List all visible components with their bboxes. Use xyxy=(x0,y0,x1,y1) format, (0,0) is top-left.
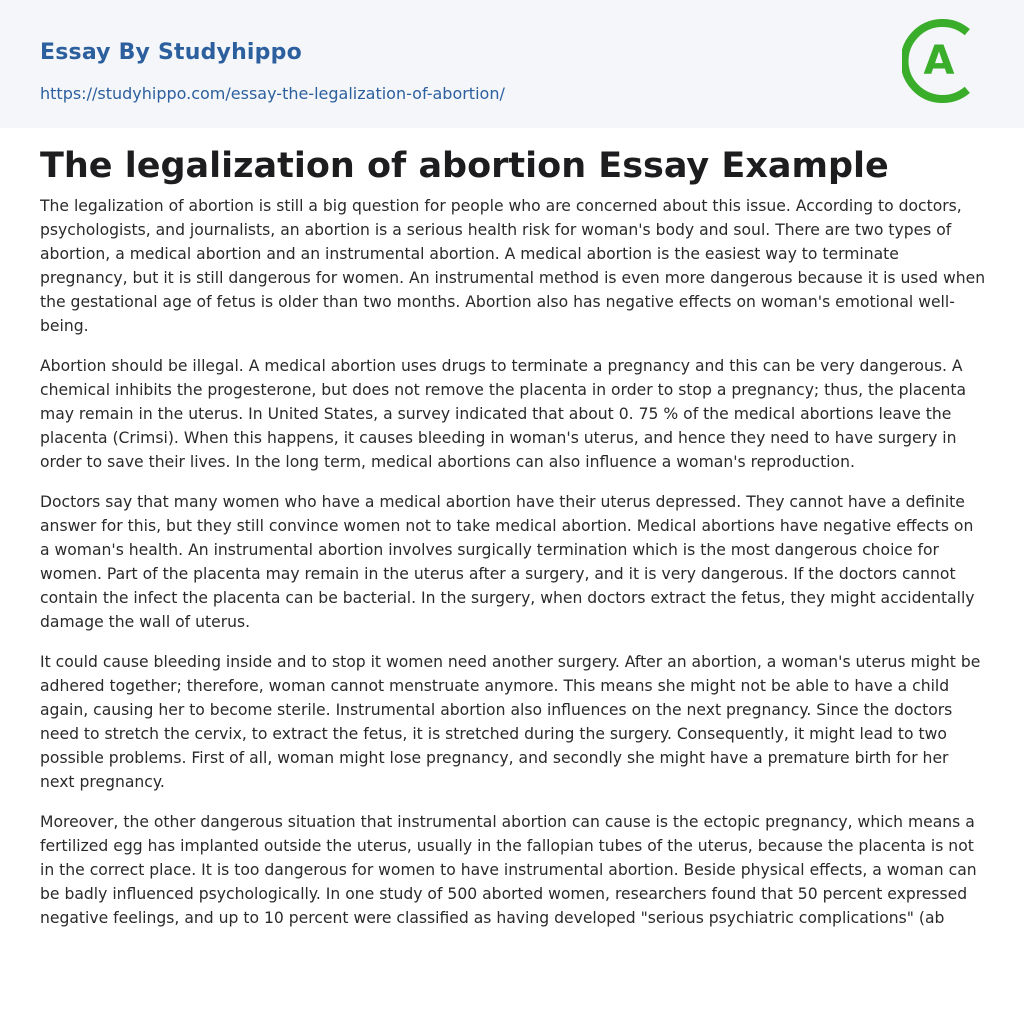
site-header xyxy=(0,0,1024,128)
page-title: The legalization of abortion Essay Example xyxy=(40,146,889,186)
essay-paragraph: The legalization of abortion is still a big question for people who are concerned about this issue. According to doctors, psychologists, and journalists, an abortion is a serious health risk for woman's body and soul. There are two types of abortion, a medical abortion and an instrumental abortion. A medical abortion is the easiest way to terminate pregnancy, but it is still dangerous for women. An instrumental method is even more dangerous because it is used when the gestational age of fetus is older than two months. Abortion also has negative effects on woman's emotional well-being. xyxy=(40,197,986,335)
essay-body xyxy=(40,194,986,946)
essay-paragraph: Doctors say that many women who have a medical abortion have their uterus depressed. They cannot have a definite answer for this, but they still convince women not to take medical abortion. Medical abortions have negative effects on a woman's health. An instrumental abortion involves surgically termination which is the most dangerous choice for women. Part of the placenta may remain in the uterus after a surgery, and it is very dangerous. If the doctors cannot contain the infect the placenta can be bacterial. In the surgery, when doctors extract the fetus, they might accidentally damage the wall of uterus. xyxy=(40,493,975,631)
essay-paragraph: Moreover, the other dangerous situation that instrumental abortion can cause is the ectopic pregnancy, which means a fertilized egg has implanted outside the uterus, usually in the fallopian tubes of the uterus, because the placenta is not in the correct place. It is too dangerous for women to have instrumental abortion. Beside physical effects, a woman can be badly influenced psychologically. In one study of 500 aborted women, researchers found that 50 percent expressed negative feelings, and up to 10 percent were classified as having developed "serious psychiatric complications" (ab xyxy=(40,813,977,927)
logo-letter: A xyxy=(923,38,955,84)
article-url-link[interactable]: https://studyhippo.com/essay-the-legalization-of-abortion/ xyxy=(40,84,505,103)
site-brand[interactable]: Essay By Studyhippo xyxy=(40,40,302,65)
essay-paragraph: Abortion should be illegal. A medical abortion uses drugs to terminate a pregnancy and this can be very dangerous. A chemical inhibits the progesterone, but does not remove the placenta in order to stop a pregnancy; thus, the placenta may remain in the uterus. In United States, a survey indicated that about 0. 75 % of the medical abortions leave the placenta (Crimsi). When this happens, it causes bleeding in woman's uterus, and hence they need to have surgery in order to save their lives. In the long term, medical abortions can also influence a woman's reproduction. xyxy=(40,357,967,471)
studyhippo-logo-icon[interactable] xyxy=(902,16,992,106)
essay-paragraph: It could cause bleeding inside and to stop it women need another surgery. After an abortion, a woman's uterus might be adhered together; therefore, woman cannot menstruate anymore. This means she might not be able to have a child again, causing her to become sterile. Instrumental abortion also influences on the next pregnancy. Since the doctors need to stretch the cervix, to extract the fetus, it is stretched during the surgery. Consequently, it might lead to two possible problems. First of all, woman might lose pregnancy, and secondly she might have a premature birth for her next pregnancy. xyxy=(40,653,981,791)
